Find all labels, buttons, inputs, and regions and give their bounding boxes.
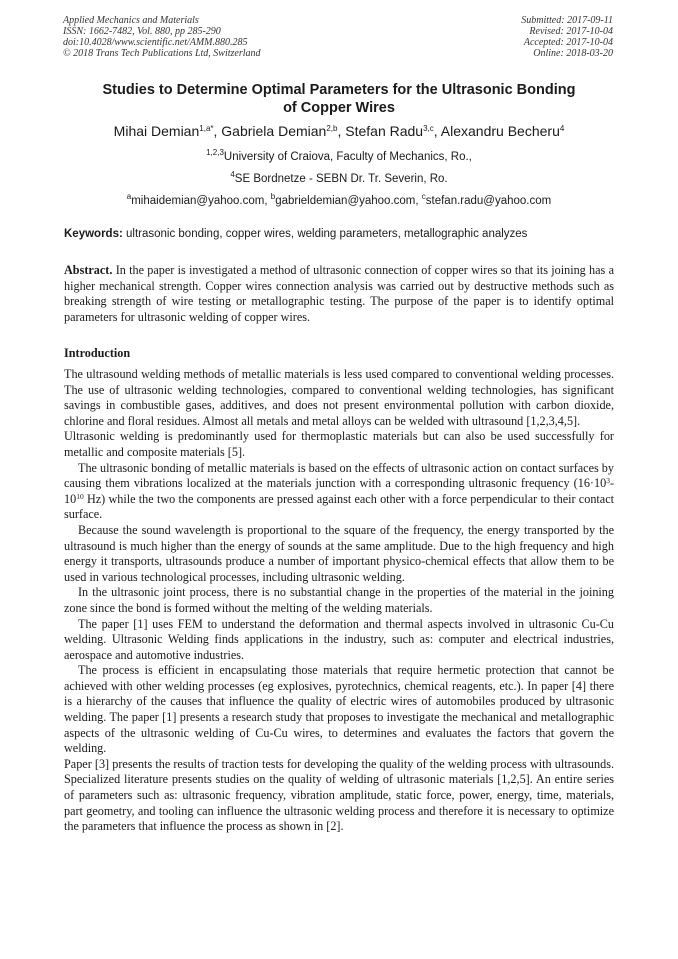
paragraph: In the ultrasonic joint process, there is no substantial change in the properties of the material in the joining zone since the bond is formed without the melting of the welding materials.	[64, 585, 614, 615]
issn-line: ISSN: 1662-7482, Vol. 880, pp 285-290	[63, 26, 221, 37]
email-address[interactable]: gabrieldemian@yahoo.com	[275, 195, 416, 207]
author-name: Mihai Demian	[113, 123, 200, 139]
doi-line: doi:10.4028/www.scientific.net/AMM.880.285	[63, 37, 248, 48]
paragraph: Paper [3] presents the results of traction tests for developing the quality of the welding process with ultrasounds. Specialized literature presents studies on the quality of welding of ultrasonic materials [1,2,5]. An entire series of parameters such as: ultrasonic frequency, vibration amplitude, static force, power, energy, time, materials, part geometry, and tooling can influence the ultrasonic welding process and therefore it is necessary to optimize the parameters that influence the process as shown in [2].	[64, 756, 614, 834]
introduction-body	[64, 367, 614, 835]
author-affiliation-mark: 3,c	[423, 124, 434, 133]
keywords-line	[64, 227, 616, 241]
affiliation-text: University of Craiova, Faculty of Mechanics, Ro.,	[223, 151, 472, 163]
abstract-section	[64, 263, 614, 325]
affiliation-text: SE Bordnetze - SEBN Dr. Tr. Severin, Ro.	[234, 173, 448, 185]
email-address[interactable]: mihaidemian@yahoo.com	[131, 195, 265, 207]
affiliation-line	[40, 150, 638, 164]
email-line: $^a$mihaidemian@yahoo.com, $^b$gabrieldemian@yahoo.com, $^c$stefan.radu@yahoo.com	[126, 192, 552, 207]
affiliation-mark: 1,2,3	[206, 148, 224, 157]
copyright-line: © 2018 Trans Tech Publications Ltd, Switzerland	[63, 48, 261, 59]
author-affiliation-mark: 2,b	[326, 124, 338, 133]
paper-title	[63, 81, 615, 117]
affiliation-mark: 4	[230, 170, 235, 179]
journal-header-left	[63, 15, 261, 59]
author-name: Alexandru Becheru	[440, 123, 560, 139]
title-line-2: of Copper Wires	[283, 100, 395, 116]
email-mark: c	[421, 192, 426, 201]
paragraph: The paper [1] uses FEM to understand the deformation and thermal aspects involved in ultrasonic Cu-Cu welding. Ultrasonic Welding finds applications in the industry, such as: computer and electrical industries, aerospace and automotive industries.	[64, 616, 614, 662]
abstract-label: Abstract.	[64, 263, 113, 277]
section-heading-introduction: Introduction	[64, 346, 131, 360]
author-affiliation-mark: 4	[559, 124, 565, 133]
journal-name: Applied Mechanics and Materials	[63, 15, 199, 26]
paragraph: The ultrasonic bonding of metallic materials is based on the effects of ultrasonic action on contact surfaces by causing them vibrations localized at the materials junction with a corresponding ultrasonic frequency ($16\cdot 10^3-10^{10}$ Hz) while the two the components are pressed against each other with a force perpendicular to their contact surface.	[64, 460, 614, 522]
email-mark: b	[270, 192, 276, 201]
author-list: Mihai Demian$^{1,a*}$, Gabriela Demian$^{2,b}$, Stefan Radu$^{3,c}$, Alexandru Becheru$^4$	[113, 123, 565, 139]
email-mark: a	[126, 192, 132, 201]
abstract-text: In the paper is investigated a method of ultrasonic connection of copper wires so that its joining has a higher mechanical strength. Copper wires connection analysis was carried out by destructive methods such as breaking strength of wire testing or metallographic testing. The purpose of the paper is to identify optimal parameters for ultrasonic welding of copper wires.	[64, 263, 614, 324]
keywords-text: ultrasonic bonding, copper wires, welding parameters, metallographic analyzes	[126, 228, 528, 240]
accepted-date: Accepted: 2017-10-04	[523, 37, 613, 48]
keywords-label: Keywords:	[64, 228, 123, 240]
journal-header-right	[521, 15, 613, 59]
paragraph: Because the sound wavelength is proportional to the square of the frequency, the energy transported by the ultrasound is much higher than the energy of sounds at the same amplitude. Due to the high frequency and high energy it transports, ultrasounds produce a number of important physico-chemical effects that allow them to be used in various technological processes, including ultrasonic welding.	[64, 522, 614, 584]
online-date: Online: 2018-03-20	[533, 48, 613, 59]
submitted-date: Submitted: 2017-09-11	[521, 15, 613, 26]
author-affiliation-mark: 1,a*	[199, 124, 214, 133]
paragraph: Ultrasonic welding is predominantly used for thermoplastic materials but can also be used successfully for metallic and composite materials [5].	[64, 429, 614, 459]
revised-date: Revised: 2017-10-04	[529, 26, 613, 37]
email-address[interactable]: stefan.radu@yahoo.com	[425, 195, 552, 207]
paragraph: The process is efficient in encapsulating those materials that require hermetic protection that cannot be achieved with other welding processes (eg explosives, pyrotechnics, chemical reagents, etc.). In paper [4] there is a hierarchy of the causes that influence the quality of electric wires of automobiles produced by ultrasonic welding. The paper [1] presents a research study that proposes to investigate the mechanical and metallographic aspects of the ultrasonic welding of Cu-Cu wires, to determines and evaluates the factors that govern the welding.	[64, 663, 614, 756]
paragraph: The ultrasound welding methods of metallic materials is less used compared to conventional welding processes. The use of ultrasonic welding technologies, compared to conventional welding technologies, has significant savings in combustible gases, additives, and does not present environmental pollution with carbon dioxide, chlorine and floral residues. Almost all metals and metal alloys can be welded with ultrasound [1,2,3,4,5].	[64, 367, 614, 428]
author-name: Gabriela Demian	[221, 123, 327, 139]
title-line-1: Studies to Determine Optimal Parameters for the Ultrasonic Bonding	[102, 82, 576, 98]
author-name: Stefan Radu	[345, 123, 424, 139]
affiliation-line	[40, 172, 638, 186]
